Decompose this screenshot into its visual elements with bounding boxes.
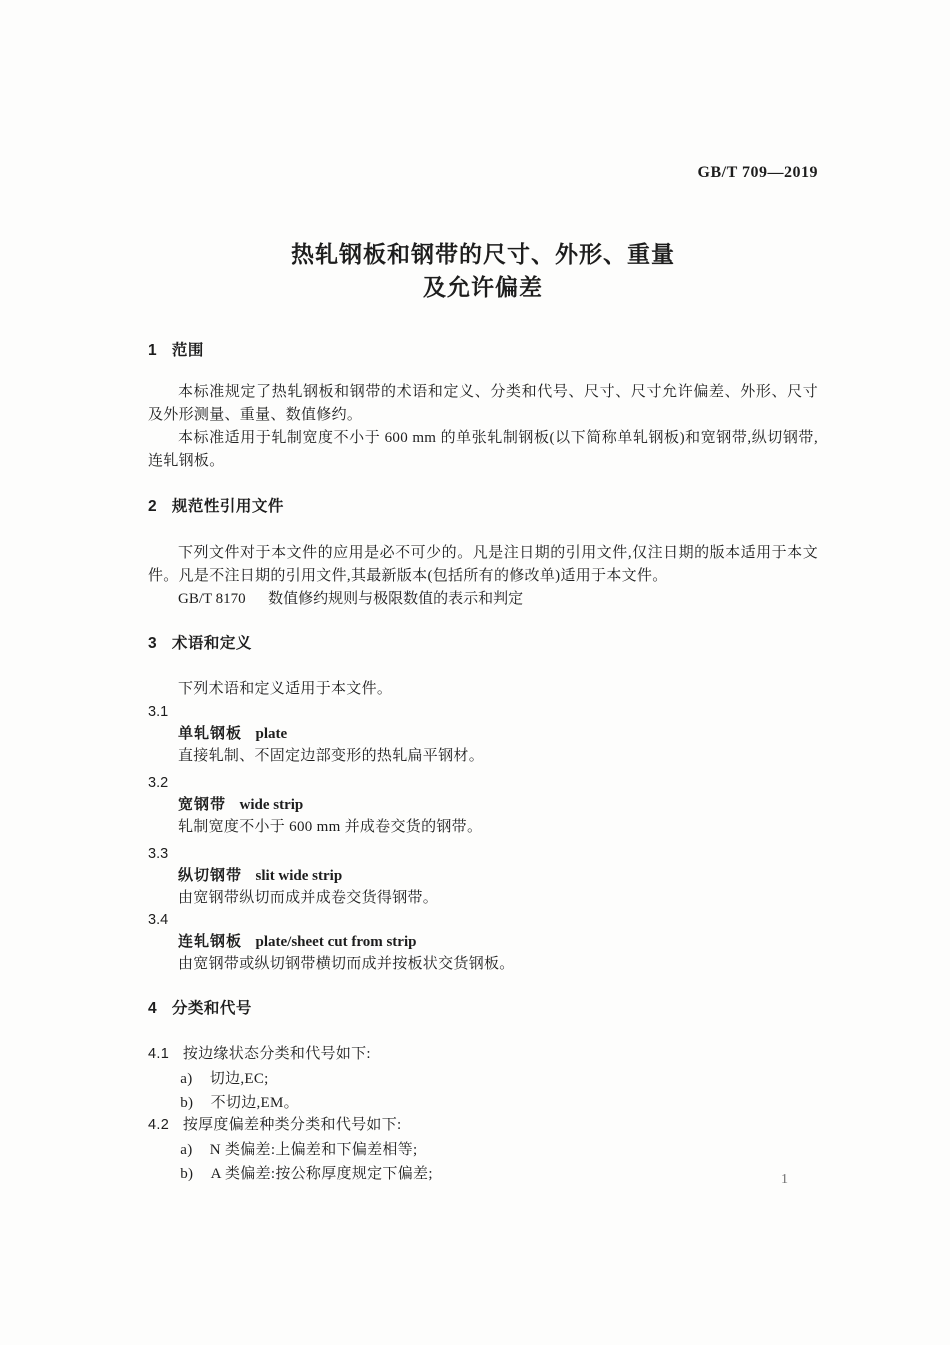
term-entry-3-4 <box>148 909 818 975</box>
clause-4-2-item-a <box>148 1139 818 1161</box>
section-3-heading <box>148 635 818 653</box>
clause-number: 4.1 <box>148 1046 170 1062</box>
list-item-label: b) <box>180 1095 194 1111</box>
standard-number: GB/T 709—2019 <box>697 164 818 181</box>
term-number: 3.3 <box>148 846 169 862</box>
clause-4-1-item-a <box>148 1068 818 1090</box>
list-item-label: a) <box>180 1071 193 1087</box>
scope-paragraph-1: 本标准规定了热轧钢板和钢带的术语和定义、分类和代号、尺寸、尺寸允许偏差、外形、尺寸及外形测量、重量、数值修约。 <box>148 384 818 423</box>
scope-paragraph-2: 本标准适用于轧制宽度不小于 600 mm 的单张轧制钢板(以下简称单轧钢板)和宽钢带,纵切钢带,连轧钢板。 <box>148 430 818 469</box>
reference-title: 数值修约规则与极限数值的表示和判定 <box>268 591 524 607</box>
normative-reference-entry <box>148 588 818 611</box>
term-line <box>148 723 818 745</box>
clause-4-2 <box>148 1114 818 1137</box>
clause-4-2-item-b <box>148 1163 818 1185</box>
reference-code: GB/T 8170 <box>178 591 246 607</box>
clause-4-1-item-b <box>148 1092 818 1114</box>
section-1-heading <box>148 342 818 360</box>
clause-text: 按厚度偏差种类分类和代号如下: <box>182 1117 402 1133</box>
clause-4-1 <box>148 1043 818 1066</box>
term-name-zh: 连轧钢板 <box>178 933 243 950</box>
term-number: 3.1 <box>148 704 169 720</box>
section-1-title: 范围 <box>171 342 204 359</box>
list-item-label: b) <box>180 1166 194 1182</box>
document-title-line-2: 及允许偏差 <box>423 274 543 300</box>
term-definition: 由宽钢带或纵切钢带横切而成并按板状交货钢板。 <box>178 956 515 972</box>
section-4-number: 4 <box>148 1000 158 1017</box>
section-1-number: 1 <box>148 342 158 359</box>
terms-intro: 下列术语和定义适用于本文件。 <box>178 681 393 697</box>
clause-number: 4.2 <box>148 1117 170 1133</box>
term-number: 3.2 <box>148 775 169 791</box>
section-2-heading <box>148 498 818 516</box>
document-title-line-1: 热轧钢板和钢带的尺寸、外形、重量 <box>291 241 675 267</box>
list-item-label: a) <box>180 1142 193 1158</box>
list-item-text: 切边,EC; <box>209 1071 269 1087</box>
term-name-zh: 单轧钢板 <box>178 725 243 742</box>
term-line <box>148 865 818 887</box>
list-item-text: 不切边,EM。 <box>210 1095 299 1111</box>
page-number: 1 <box>781 1172 788 1187</box>
section-3-title: 术语和定义 <box>171 635 252 652</box>
term-definition: 直接轧制、不固定边部变形的热轧扁平钢材。 <box>178 748 485 764</box>
section-4-heading <box>148 1000 818 1018</box>
term-entry-3-3 <box>148 843 818 909</box>
term-definition: 由宽钢带纵切而成并成卷交货得钢带。 <box>178 890 439 906</box>
term-name-en: wide strip <box>239 797 304 813</box>
term-number: 3.4 <box>148 912 169 928</box>
term-name-en: plate/sheet cut from strip <box>255 934 417 950</box>
term-name-zh: 宽钢带 <box>178 796 227 813</box>
term-entry-3-2 <box>148 772 818 838</box>
term-entry-3-1 <box>148 701 818 767</box>
section-2-title: 规范性引用文件 <box>171 498 284 515</box>
section-2-number: 2 <box>148 498 158 515</box>
term-name-en: slit wide strip <box>255 868 343 884</box>
list-item-text: N 类偏差:上偏差和下偏差相等; <box>209 1142 418 1158</box>
term-name-zh: 纵切钢带 <box>178 867 243 884</box>
document-title <box>148 238 818 304</box>
term-definition: 轧制宽度不小于 600 mm 并成卷交货的钢带。 <box>178 819 483 835</box>
section-4-title: 分类和代号 <box>171 1000 252 1017</box>
normative-references-paragraph: 下列文件对于本文件的应用是必不可少的。凡是注日期的引用文件,仅注日期的版本适用于本文件。凡是不注日期的引用文件,其最新版本(包括所有的修改单)适用于本文件。 <box>148 545 818 584</box>
list-item-text: A 类偏差:按公称厚度规定下偏差; <box>210 1166 433 1182</box>
section-3-number: 3 <box>148 635 158 652</box>
clause-text: 按边缘状态分类和代号如下: <box>182 1046 371 1062</box>
term-line <box>148 794 818 816</box>
term-line <box>148 931 818 953</box>
term-name-en: plate <box>255 726 288 742</box>
